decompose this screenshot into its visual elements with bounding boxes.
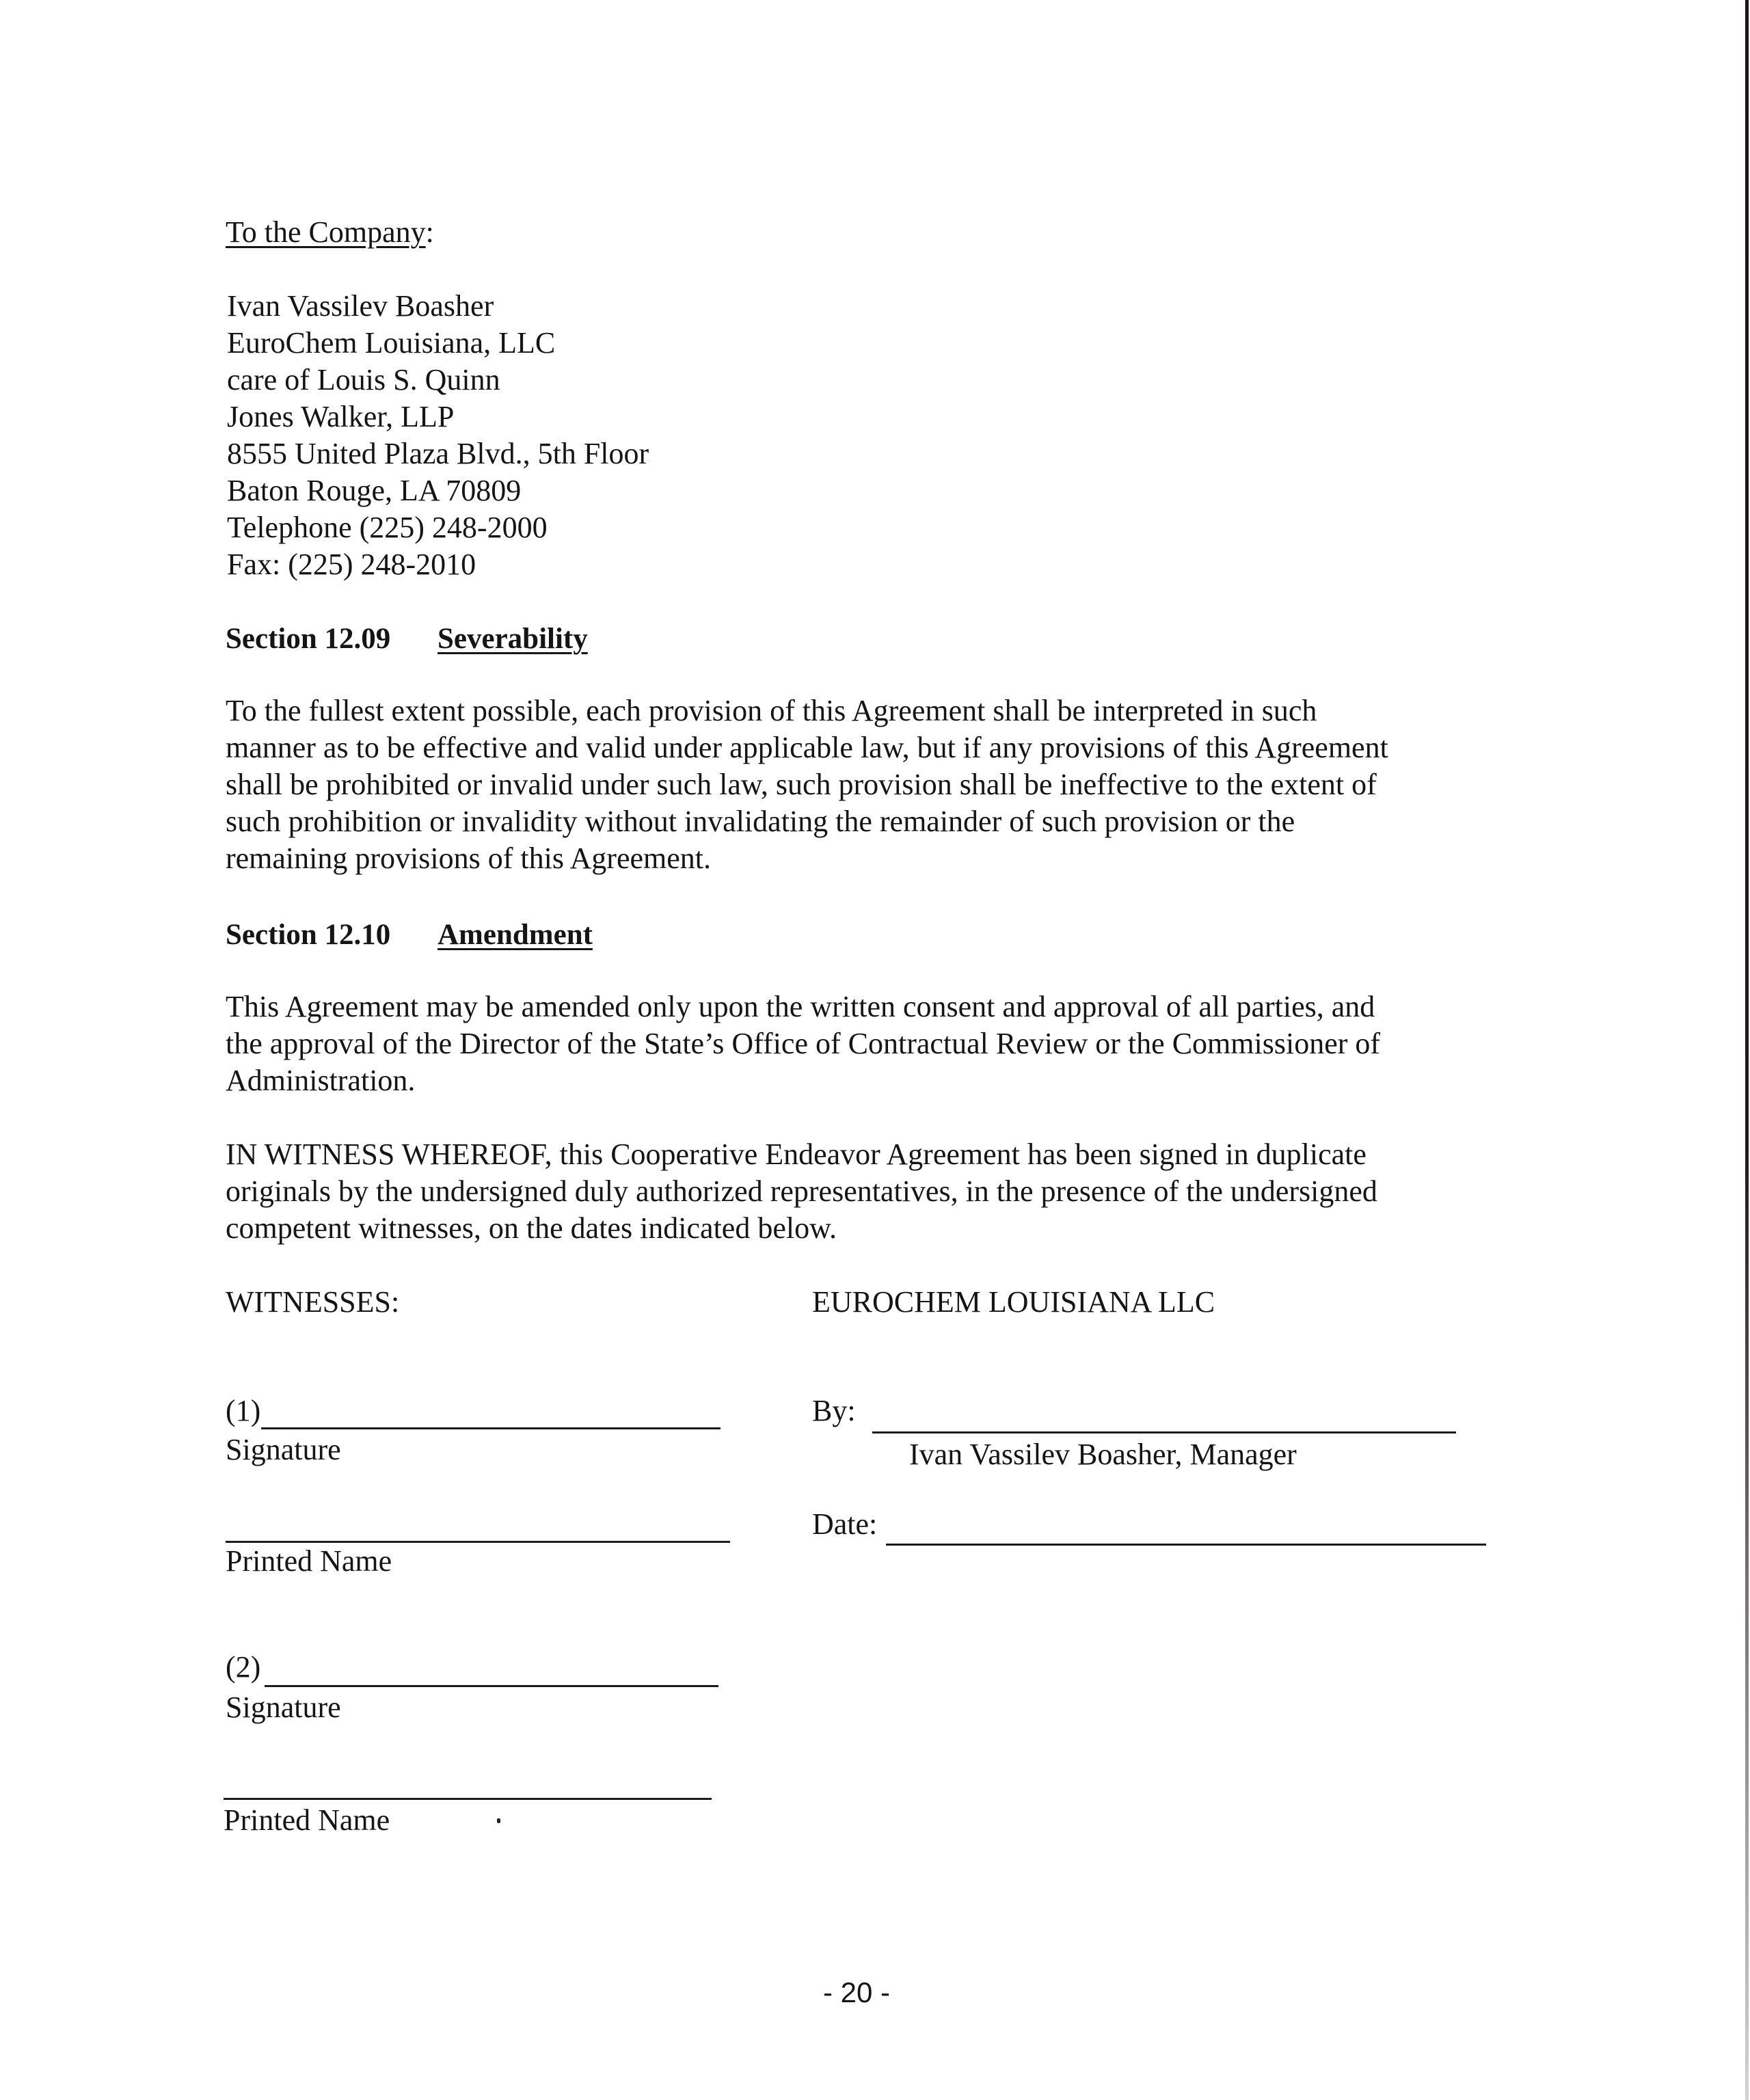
witness-clause [226,1136,1511,1247]
notice-address [227,288,649,583]
address-line-street: 8555 United Plaza Blvd., 5th Floor [227,437,649,470]
notice-heading-text: To the Company [226,215,426,249]
paragraph-line: This Agreement may be amended only upon the written consent and approval of all parties, and [226,990,1375,1023]
address-line-firm: Jones Walker, LLP [227,400,455,433]
paragraph-line: IN WITNESS WHEREOF, this Cooperative Endeavor Agreement has been signed in duplicate [226,1138,1367,1171]
company-label: EUROCHEM LOUISIANA LLC [812,1285,1215,1319]
paragraph-line: originals by the undersigned duly authorized representatives, in the presence of the undersigned [226,1174,1377,1208]
paragraph-line: manner as to be effective and valid under applicable law, but if any provisions of this Agreement [226,731,1388,764]
paragraph-line: To the fullest extent possible, each provision of this Agreement shall be interpreted in such [226,694,1317,727]
company-date-line[interactable] [886,1544,1486,1546]
witness-2-printed-name-line[interactable] [224,1798,712,1800]
witness-1-signature-line[interactable] [261,1427,721,1429]
paragraph-line: remaining provisions of this Agreement. [226,842,711,875]
address-line-care-of: care of Louis S. Quinn [227,363,500,396]
witness-1-number: (1) [226,1394,261,1427]
section-number: Section 12.09 [226,623,391,655]
paragraph-line: such prohibition or invalidity without invalidating the remainder of such provision or the [226,805,1295,838]
witness-1-printed-name-label: Printed Name [226,1544,392,1578]
witness-2-signature-line[interactable] [265,1685,718,1687]
page-number: - 20 - [823,1976,891,2008]
section-title: Severability [438,623,588,655]
witness-2-printed-name-label: Printed Name [224,1803,390,1837]
paragraph-line: shall be prohibited or invalid under such law, such provision shall be ineffective to the extent of [226,768,1377,801]
address-line-fax: Fax: (225) 248-2010 [227,548,476,581]
section-heading-amendment [226,917,593,954]
section-heading-severability [226,621,588,658]
paragraph-line: competent witnesses, on the dates indicated below. [226,1211,837,1245]
by-label: By: [812,1394,856,1427]
witnesses-label: WITNESSES: [226,1285,400,1319]
address-line-name: Ivan Vassilev Boasher [227,289,494,323]
paragraph-line: Administration. [226,1064,416,1097]
scanned-page-edge [1745,0,1749,2100]
notice-heading-colon: : [425,215,434,249]
stray-mark [497,1818,500,1823]
address-line-telephone: Telephone (225) 248-2000 [227,511,548,544]
witness-1-signature-label: Signature [226,1433,341,1466]
witness-2-signature-label: Signature [226,1691,341,1724]
section-body-amendment [226,988,1511,1099]
paragraph-line: the approval of the Director of the State’s Office of Contractual Review or the Commissioner of [226,1027,1381,1060]
address-line-city: Baton Rouge, LA 70809 [227,474,522,507]
section-number: Section 12.10 [226,919,391,951]
date-label: Date: [812,1507,878,1541]
address-line-company: EuroChem Louisiana, LLC [227,326,556,360]
section-body-severability [226,692,1511,877]
company-signature-line[interactable] [872,1431,1456,1433]
company-signer-name: Ivan Vassilev Boasher, Manager [909,1438,1297,1471]
witness-2-number: (2) [226,1650,261,1684]
notice-heading [226,214,434,251]
section-title: Amendment [438,919,593,951]
